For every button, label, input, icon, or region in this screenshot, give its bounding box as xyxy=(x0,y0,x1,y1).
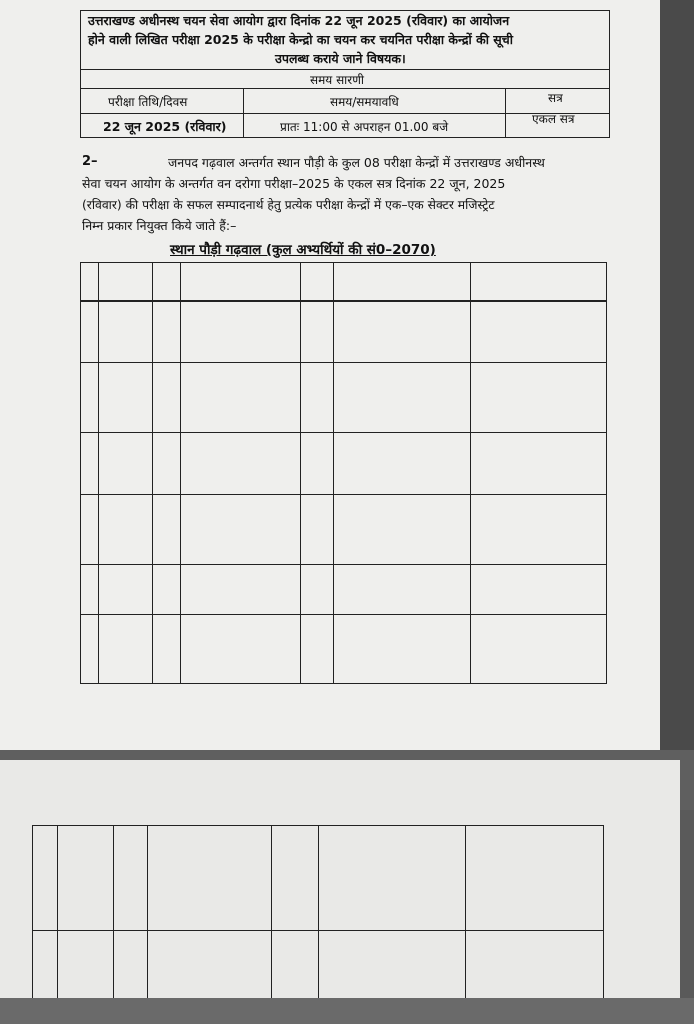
column-divider xyxy=(98,262,99,684)
paragraph-line-4: निम्न प्रकार नियुक्त किये जाते हैं:– xyxy=(82,218,237,233)
bottom-bar xyxy=(0,998,694,1024)
column-divider xyxy=(470,262,471,684)
col-session-header: सत्र xyxy=(548,91,563,105)
session-value: एकल सत्र xyxy=(532,112,575,126)
paragraph-line-1: जनपद गढ़वाल अन्तर्गत स्थान पौड़ी के कुल 08 परीक्षा केन्द्रों में उत्तराखण्ड अधीनस्थ xyxy=(168,155,545,170)
row-divider xyxy=(32,930,604,931)
row-divider xyxy=(80,614,607,615)
paragraph-line-3: (रविवार) की परीक्षा के सफल सम्पादनार्थ हेतु प्रत्येक परीक्षा केन्द्रों में एक–एक सेक्टर मजिस्ट्रेट xyxy=(82,198,495,212)
timetable-label: समय सारणी xyxy=(310,73,364,87)
col-time-header: समय/समयावधि xyxy=(330,95,399,109)
row-divider xyxy=(80,432,607,433)
title-line-2: होने वाली लिखित परीक्षा 2025 के परीक्षा केन्द्रो का चयन कर चयनित परीक्षा केन्द्रों की सूची xyxy=(88,32,513,47)
column-divider xyxy=(318,825,319,1000)
title-line-3: उपलब्ध कराये जाने विषयक। xyxy=(275,51,406,66)
scan-edge xyxy=(660,0,694,750)
row-divider xyxy=(80,564,607,565)
col-date-header: परीक्षा तिथि/दिवस xyxy=(108,95,188,109)
subheading: स्थान पौड़ी गढ़वाल (कुल अभ्यर्थियों की सं0–2070) xyxy=(170,242,436,258)
header-divider xyxy=(80,300,607,302)
column-divider xyxy=(271,825,272,1000)
column-divider xyxy=(152,262,153,684)
table-frame xyxy=(80,262,607,684)
time-value: प्रातः 11:00 से अपराहन 01.00 बजे xyxy=(280,120,449,134)
paragraph-line-2: सेवा चयन आयोग के अन्तर्गत वन दरोगा परीक्षा–2025 के एकल सत्र दिनांक 22 जून, 2025 xyxy=(82,176,506,191)
column-divider xyxy=(333,262,334,684)
row-divider xyxy=(80,494,607,495)
column-divider xyxy=(180,262,181,684)
title-line-1: उत्तराखण्ड अधीनस्थ चयन सेवा आयोग द्वारा दिनांक 22 जून 2025 (रविवार) का आयोजन xyxy=(88,13,510,28)
date-value: 22 जून 2025 (रविवार) xyxy=(103,119,227,134)
column-divider xyxy=(147,825,148,1000)
column-divider xyxy=(300,262,301,684)
row-divider xyxy=(80,362,607,363)
column-divider xyxy=(113,825,114,1000)
document-page-2 xyxy=(0,760,680,1000)
column-divider xyxy=(465,825,466,1000)
paragraph-number: 2– xyxy=(82,154,98,169)
column-divider xyxy=(57,825,58,1000)
